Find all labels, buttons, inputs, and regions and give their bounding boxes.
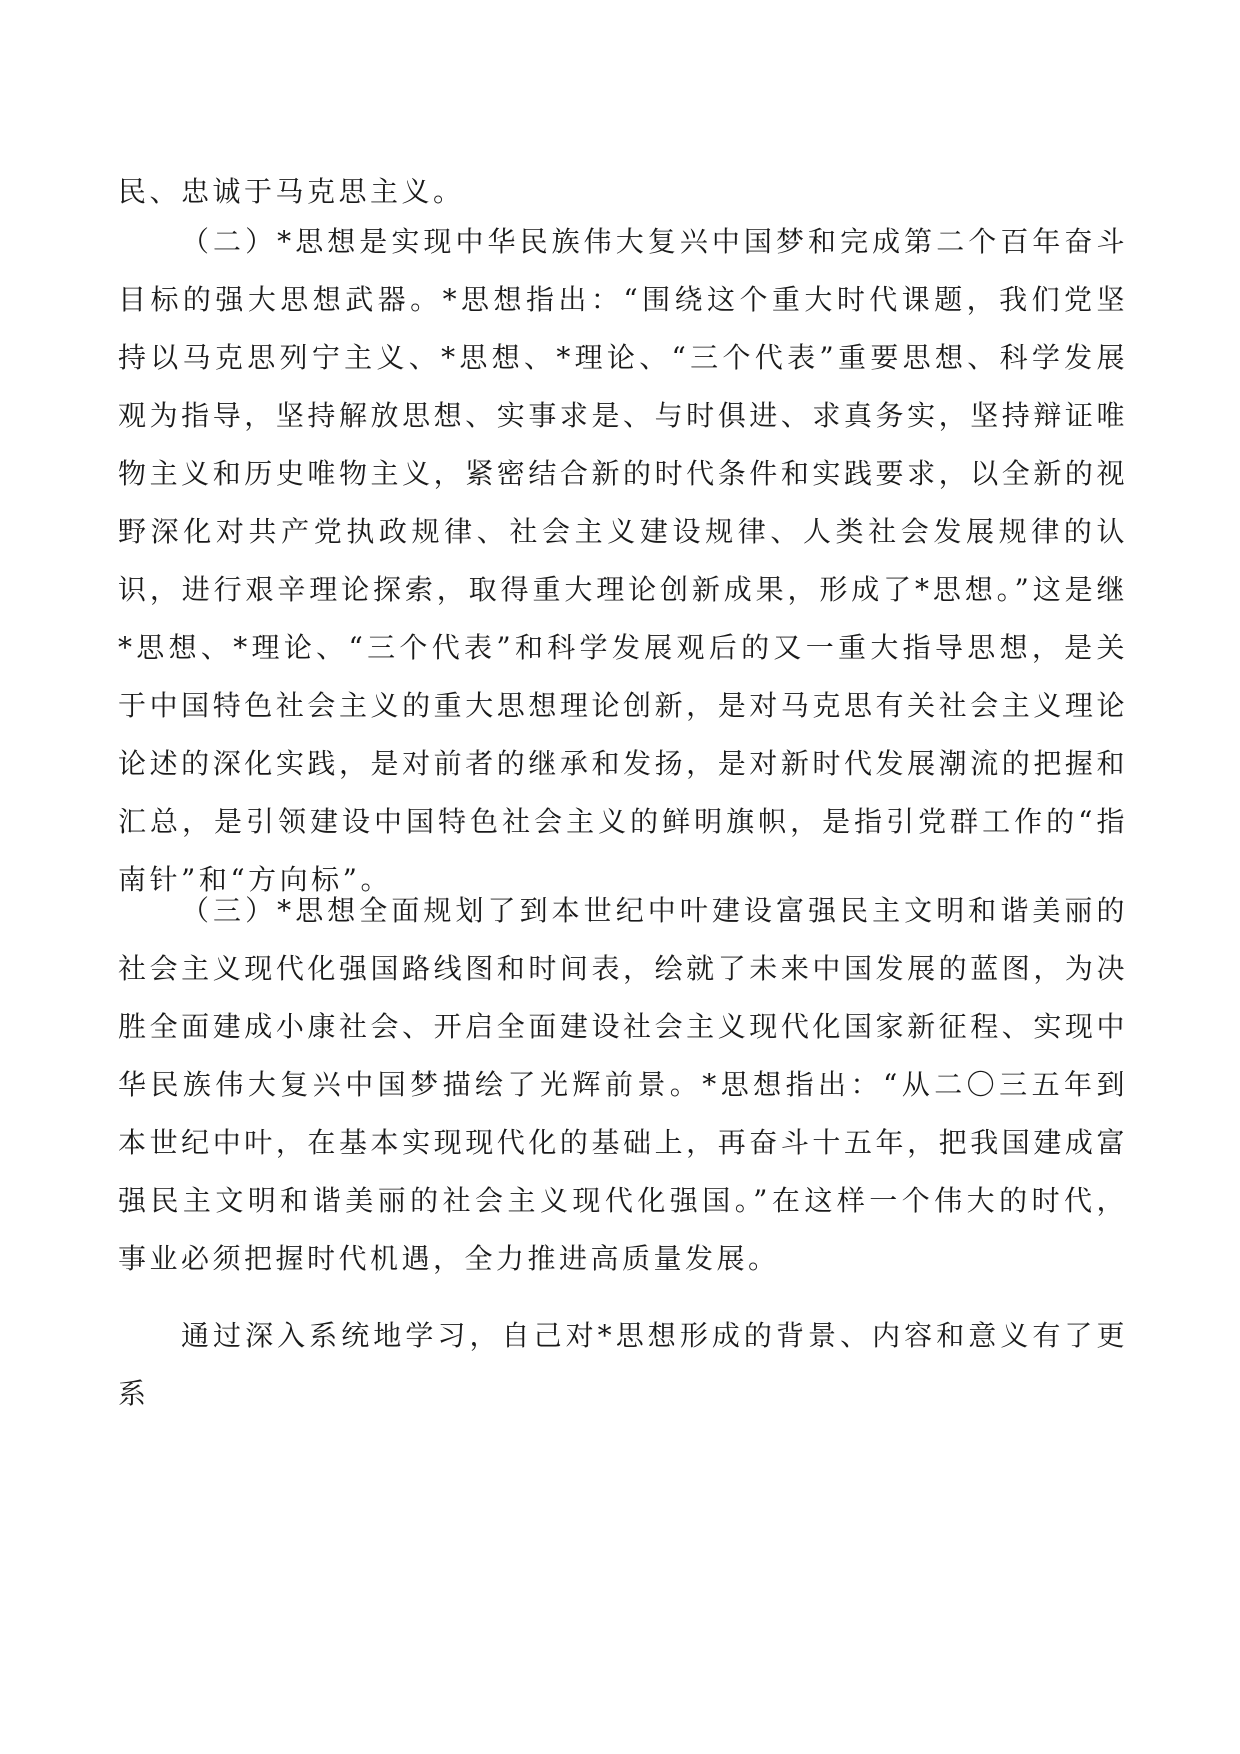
paragraph-continuation: 民、忠诚于马克思主义。 — [118, 175, 465, 208]
paragraph-section-three: （三）*思想全面规划了到本世纪中叶建设富强民主文明和谐美丽的社会主义现代化强国路线图和时间表，绘就了未来中国发展的蓝图，为决胜全面建成小康社会、开启全面建设社会主义现代化国家新征程、实现中华民族伟大复兴中国梦描绘了光辉前景。*思想指出：“从二〇三五年到本世纪中叶，在基本实现现代化的基础上，再奋斗十五年，把我国建成富强民主文明和谐美丽的社会主义现代化强国。”在这样一个伟大的时代，事业必须把握时代机遇，全力推进高质量发展。 — [118, 894, 1128, 1275]
paragraph-section-two: （二）*思想是实现中华民族伟大复兴中国梦和完成第二个百年奋斗目标的强大思想武器。*思想指出：“围绕这个重大时代课题，我们党坚持以马克思列宁主义、*思想、*理论、“三个代表”重要思想、科学发展观为指导，坚持解放思想、实事求是、与时俱进、求真务实，坚持辩证唯物主义和历史唯物主义，紧密结合新的时代条件和实践要求，以全新的视野深化对共产党执政规律、社会主义建设规律、人类社会发展规律的认识，进行艰辛理论探索，取得重大理论创新成果，形成了*思想。”这是继*思想、*理论、“三个代表”和科学发展观后的又一重大指导思想，是关于中国特色社会主义的重大思想理论创新，是对马克思有关社会主义理论论述的深化实践，是对前者的继承和发扬，是对新时代发展潮流的把握和汇总，是引领建设中国特色社会主义的鲜明旗帜，是指引党群工作的“指南针”和“方向标”。 — [118, 225, 1128, 896]
paragraph-study-summary: 通过深入系统地学习，自己对*思想形成的背景、内容和意义有了更系 — [118, 1319, 1128, 1410]
